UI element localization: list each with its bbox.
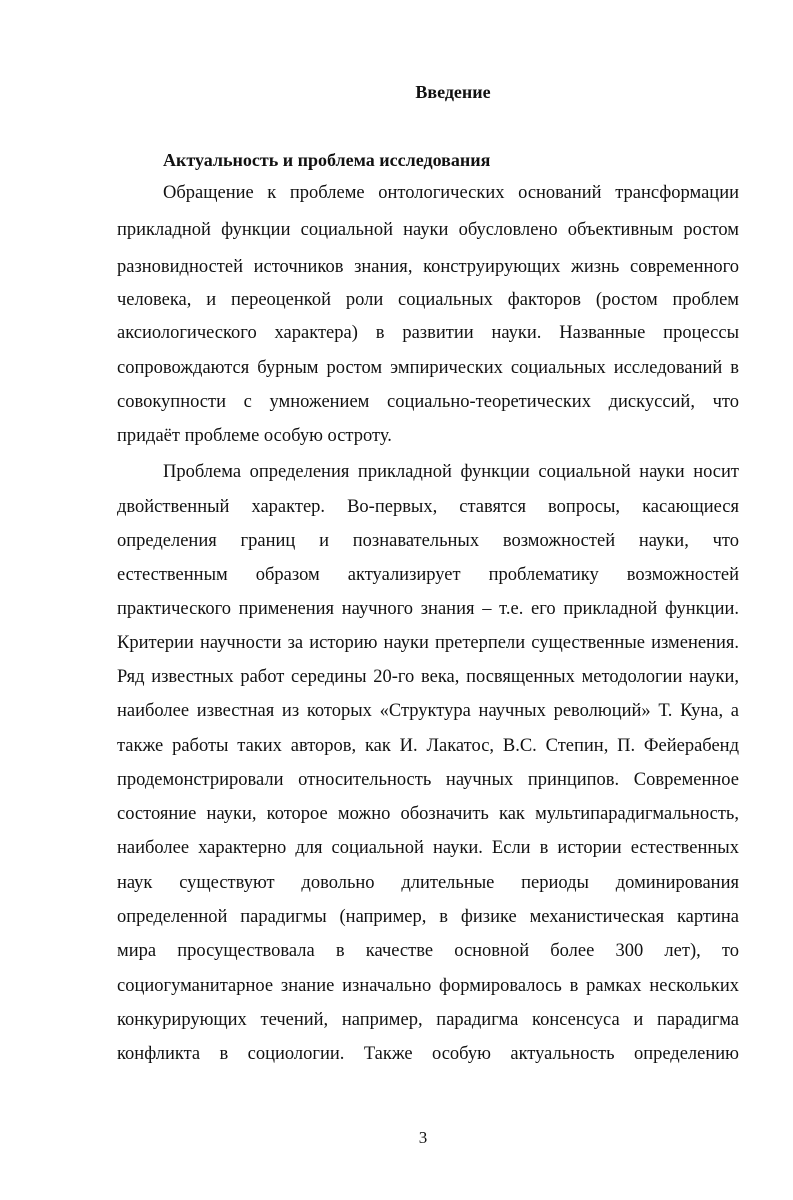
text-line: мира просуществовала в качестве основной более 300 лет), то: [117, 941, 739, 961]
text-line: сопровождаются бурным ростом эмпирических социальных исследований в: [117, 358, 739, 378]
text-line: Критерии научности за историю науки претерпели существенные изменения.: [117, 633, 739, 653]
text-line: аксиологического характера) в развитии науки. Названные процессы: [117, 323, 739, 343]
text-line: придаёт проблеме особую остроту.: [117, 426, 392, 446]
text-line: социогуманитарное знание изначально формировалось в рамках нескольких: [117, 976, 739, 996]
section-heading: Актуальность и проблема исследования: [163, 150, 491, 170]
text-line: также работы таких авторов, как И. Лакатос, В.С. Степин, П. Фейерабенд: [117, 736, 739, 756]
text-line: Ряд известных работ середины 20-го века, посвященных методологии науки,: [117, 667, 739, 687]
text-line: продемонстрировали относительность научных принципов. Современное: [117, 770, 739, 790]
text-line: определения границ и познавательных возможностей науки, что: [117, 531, 739, 551]
text-line: определенной парадигмы (например, в физике механистическая картина: [117, 907, 739, 927]
text-line: конкурирующих течений, например, парадигма консенсуса и парадигма: [117, 1010, 739, 1030]
text-line: человека, и переоценкой роли социальных факторов (ростом проблем: [117, 290, 739, 310]
text-line: Проблема определения прикладной функции социальной науки носит: [163, 462, 739, 482]
text-line: естественным образом актуализирует проблематику возможностей: [117, 565, 739, 585]
text-line: наук существуют довольно длительные периоды доминирования: [117, 873, 739, 893]
text-line: практического применения научного знания – т.е. его прикладной функции.: [117, 599, 739, 619]
page-number: 3: [418, 1128, 428, 1147]
text-line: состояние науки, которое можно обозначить как мультипарадигмальность,: [117, 804, 739, 824]
text-line: наиболее характерно для социальной науки. Если в истории естественных: [117, 838, 739, 858]
text-line: двойственный характер. Во-первых, ставятся вопросы, касающиеся: [117, 497, 739, 517]
text-line: прикладной функции социальной науки обусловлено объективным ростом: [117, 220, 739, 240]
text-line: наиболее известная из которых «Структура научных революций» Т. Куна, а: [117, 701, 739, 721]
text-line: конфликта в социологии. Также особую актуальность определению: [117, 1044, 739, 1064]
text-line: Обращение к проблеме онтологических оснований трансформации: [163, 183, 739, 203]
text-line: разновидностей источников знания, конструирующих жизнь современного: [117, 257, 739, 277]
page-title: Введение: [415, 82, 491, 102]
text-line: совокупности с умножением социально-теоретических дискуссий, что: [117, 392, 739, 412]
